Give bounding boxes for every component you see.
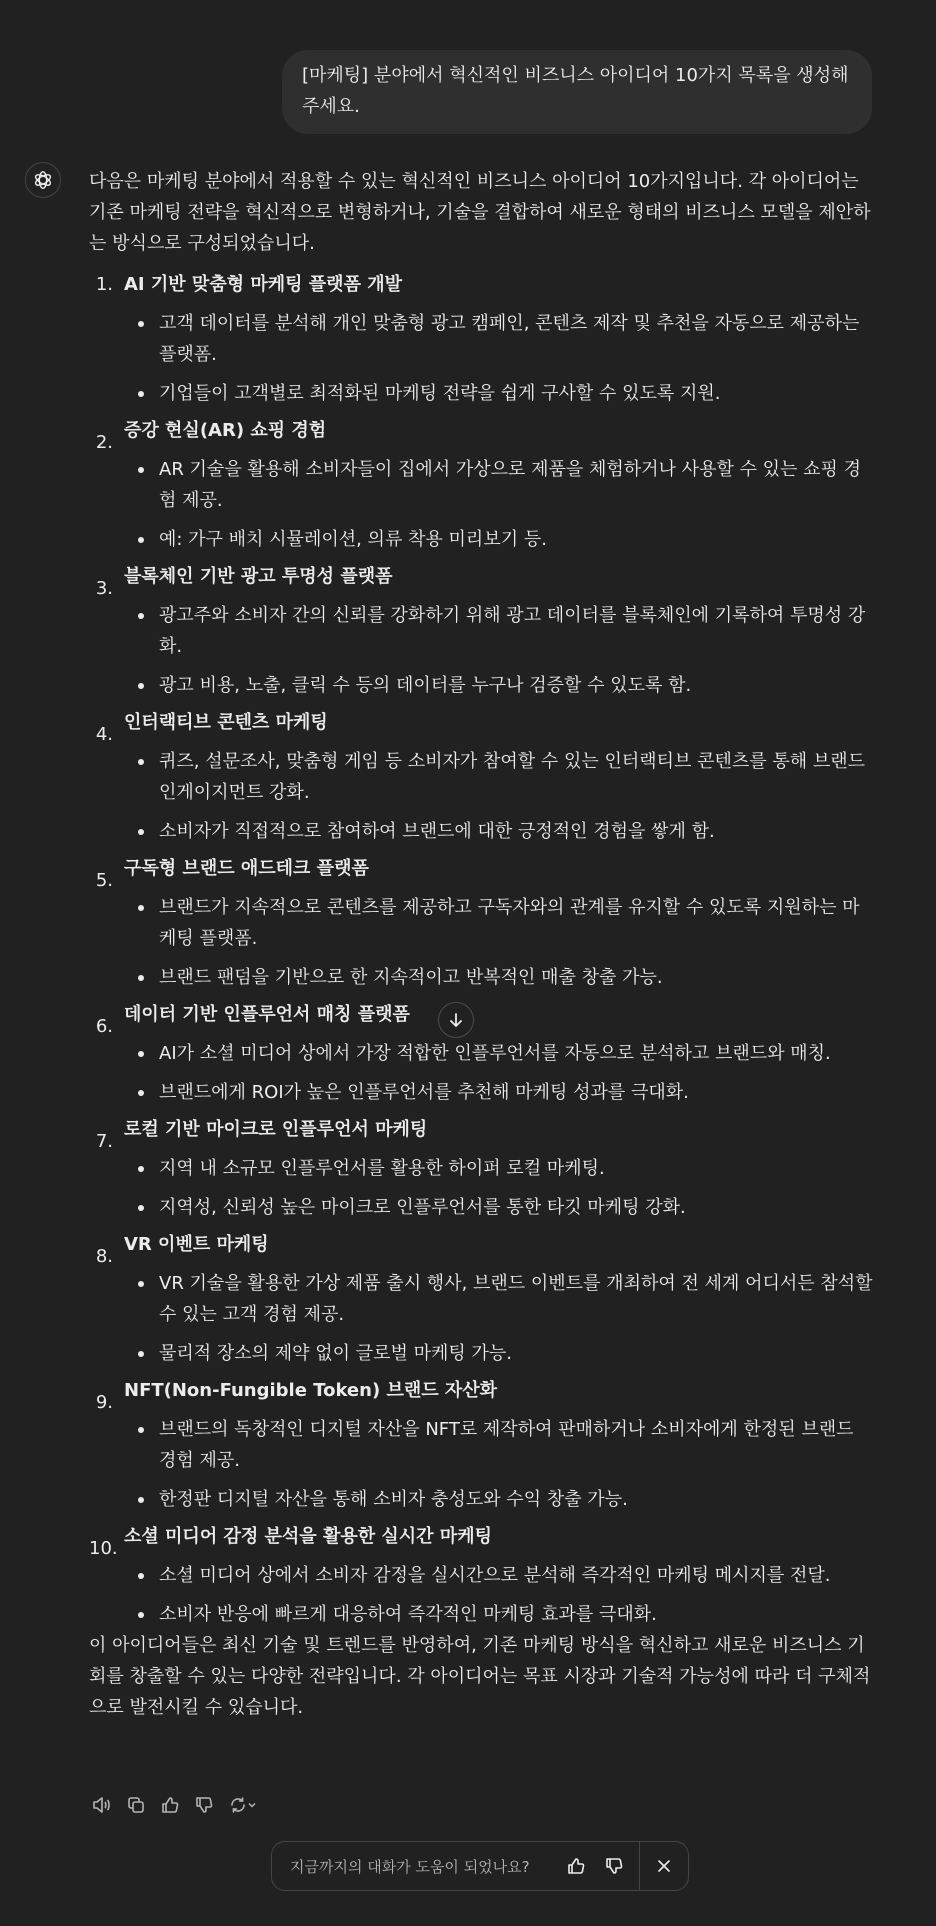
idea-bullet: 기업들이 고객별로 최적화된 마케팅 전략을 쉽게 구사할 수 있도록 지원. (124, 378, 875, 409)
idea-bullets (124, 1268, 875, 1369)
idea-bullet: VR 기술을 활용한 가상 제품 출시 행사, 브랜드 이벤트를 개최하여 전 세계 어디서든 참석할 수 있는 고객 경험 제공. (124, 1268, 875, 1330)
idea-bullet: 한정판 디지털 자산을 통해 소비자 충성도와 수익 창출 가능. (124, 1484, 875, 1515)
idea-bullet: 소비자 반응에 빠르게 대응하여 즉각적인 마케팅 효과를 극대화. (124, 1599, 875, 1630)
user-message-text: [마케팅] 분야에서 혁신적인 비즈니스 아이디어 10가지 목록을 생성해 주세요. (302, 65, 849, 117)
ideas-list (89, 269, 875, 1630)
idea-bullets (124, 892, 875, 993)
idea-item (89, 1521, 875, 1630)
idea-bullets (124, 600, 875, 701)
idea-bullet: 광고 비용, 노출, 클릭 수 등의 데이터를 누구나 검증할 수 있도록 함. (124, 670, 875, 701)
idea-number: 10. (89, 1538, 118, 1559)
idea-number: 2. (95, 432, 113, 453)
idea-number: 7. (95, 1131, 113, 1152)
thumbs-up-icon (567, 1857, 585, 1875)
answer-outro: 이 아이디어들은 최신 기술 및 트렌드를 반영하여, 기존 마케팅 방식을 혁신하고 새로운 비즈니스 기회를 창출할 수 있는 다양한 전략입니다. 각 아이디어는 목표 시장과 기술적 가능성에 따라 더 구체적으로 발전시킬 수 있습니다. (89, 1635, 871, 1718)
idea-number: 5. (95, 870, 113, 891)
read-aloud-icon (92, 1796, 112, 1814)
thumbs-down-button[interactable] (191, 1793, 217, 1817)
idea-item (89, 853, 875, 993)
idea-bullet: 브랜드가 지속적으로 콘텐츠를 제공하고 구독자와의 관계를 유지할 수 있도록 지원하는 마케팅 플랫폼. (124, 892, 875, 954)
thumbs-up-icon (161, 1796, 179, 1814)
idea-title: NFT(Non-Fungible Token) 브랜드 자산화 (124, 1380, 498, 1401)
idea-bullets (124, 454, 875, 555)
idea-bullet: AR 기술을 활용해 소비자들이 집에서 가상으로 제품을 체험하거나 사용할 수 있는 쇼핑 경험 제공. (124, 454, 875, 516)
idea-bullet: 물리적 장소의 제약 없이 글로벌 마케팅 가능. (124, 1338, 875, 1369)
copy-button[interactable] (123, 1793, 149, 1817)
copy-icon (127, 1796, 145, 1814)
idea-bullet: 퀴즈, 설문조사, 맞춤형 게임 등 소비자가 참여할 수 있는 인터랙티브 콘텐츠를 통해 브랜드 인게이지먼트 강화. (124, 746, 875, 808)
idea-bullets (124, 1560, 875, 1630)
thumbs-up-button[interactable] (157, 1793, 183, 1817)
idea-item (89, 1375, 875, 1515)
scroll-to-bottom-button[interactable] (438, 1002, 474, 1038)
idea-item (89, 269, 875, 409)
idea-title: 데이터 기반 인플루언서 매칭 플랫폼 (124, 1004, 410, 1025)
thumbs-down-icon (605, 1857, 623, 1875)
regenerate-button[interactable] (225, 1793, 261, 1817)
idea-item (89, 561, 875, 701)
idea-number: 6. (95, 1016, 113, 1037)
read-aloud-button[interactable] (89, 1793, 115, 1817)
message-actions (89, 1793, 261, 1817)
idea-title: 소셜 미디어 감정 분석을 활용한 실시간 마케팅 (124, 1526, 492, 1547)
idea-title: 구독형 브랜드 애드테크 플랫폼 (124, 858, 369, 879)
idea-bullet: 소셜 미디어 상에서 소비자 감정을 실시간으로 분석해 즉각적인 마케팅 메시지를 전달. (124, 1560, 875, 1591)
feedback-question: 지금까지의 대화가 도움이 되었나요? (290, 1857, 530, 1876)
feedback-thumbs-down-button[interactable] (595, 1842, 633, 1890)
idea-title: AI 기반 맞춤형 마케팅 플랫폼 개발 (124, 274, 403, 295)
idea-number: 8. (95, 1246, 113, 1267)
idea-bullet: 브랜드 팬덤을 기반으로 한 지속적이고 반복적인 매출 창출 가능. (124, 962, 875, 993)
idea-item (89, 999, 875, 1108)
idea-title: 인터랙티브 콘텐츠 마케팅 (124, 712, 328, 733)
idea-title: VR 이벤트 마케팅 (124, 1234, 269, 1255)
idea-bullets (124, 308, 875, 409)
idea-bullet: 광고주와 소비자 간의 신뢰를 강화하기 위해 광고 데이터를 블록체인에 기록하여 투명성 강화. (124, 600, 875, 662)
close-icon (657, 1859, 671, 1873)
idea-bullets (124, 1414, 875, 1515)
idea-bullet: 고객 데이터를 분석해 개인 맞춤형 광고 캠페인, 콘텐츠 제작 및 추천을 자동으로 제공하는 플랫폼. (124, 308, 875, 370)
chevron-down-icon (247, 1800, 257, 1810)
idea-bullet: 예: 가구 배치 시뮬레이션, 의류 착용 미리보기 등. (124, 524, 875, 555)
idea-title: 로컬 기반 마이크로 인플루언서 마케팅 (124, 1119, 428, 1140)
idea-bullets (124, 1038, 875, 1108)
feedback-close-button[interactable] (640, 1842, 688, 1890)
idea-item (89, 707, 875, 847)
idea-number: 4. (95, 724, 113, 745)
feedback-thumbs-up-button[interactable] (556, 1842, 594, 1890)
idea-bullet: 지역성, 신뢰성 높은 마이크로 인플루언서를 통한 타깃 마케팅 강화. (124, 1192, 875, 1223)
idea-item (89, 415, 875, 555)
idea-number: 3. (95, 578, 113, 599)
idea-title: 블록체인 기반 광고 투명성 플랫폼 (124, 566, 393, 587)
idea-bullet: 브랜드의 독창적인 디지털 자산을 NFT로 제작하여 판매하거나 소비자에게 한정된 브랜드 경험 제공. (124, 1414, 875, 1476)
thumbs-down-icon (195, 1796, 213, 1814)
idea-bullets (124, 1153, 875, 1223)
openai-logo-icon (32, 169, 54, 191)
user-message-bubble (282, 50, 872, 134)
arrow-down-icon (448, 1012, 464, 1028)
assistant-message (89, 166, 875, 1723)
idea-bullet: 소비자가 직접적으로 참여하여 브랜드에 대한 긍정적인 경험을 쌓게 함. (124, 816, 875, 847)
idea-bullet: AI가 소셜 미디어 상에서 가장 적합한 인플루언서를 자동으로 분석하고 브랜드와 매칭. (124, 1038, 875, 1069)
idea-bullet: 지역 내 소규모 인플루언서를 활용한 하이퍼 로컬 마케팅. (124, 1153, 875, 1184)
idea-bullet: 브랜드에게 ROI가 높은 인플루언서를 추천해 마케팅 성과를 극대화. (124, 1077, 875, 1108)
idea-title: 증강 현실(AR) 쇼핑 경험 (124, 420, 327, 441)
idea-number: 1. (95, 274, 113, 295)
assistant-avatar (25, 162, 61, 198)
feedback-bar (271, 1841, 689, 1891)
answer-intro: 다음은 마케팅 분야에서 적용할 수 있는 혁신적인 비즈니스 아이디어 10가지입니다. 각 아이디어는 기존 마케팅 전략을 혁신적으로 변형하거나, 기술을 결합하여 새로운 형태의 비즈니스 모델을 제안하는 방식으로 구성되었습니다. (89, 171, 871, 254)
idea-bullets (124, 746, 875, 847)
regenerate-icon (229, 1796, 247, 1814)
idea-item (89, 1114, 875, 1223)
idea-item (89, 1229, 875, 1369)
idea-number: 9. (95, 1392, 113, 1413)
